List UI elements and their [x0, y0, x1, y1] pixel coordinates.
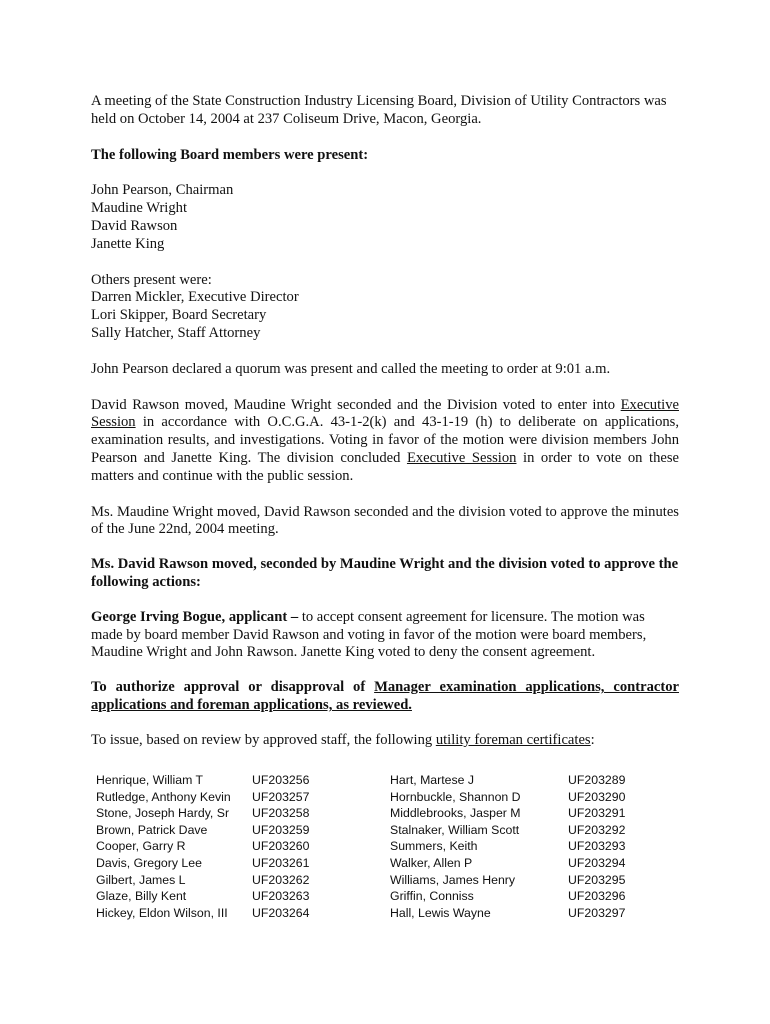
minutes-paragraph: Ms. Maudine Wright moved, David Rawson seconded and the division voted to approve the minutes of the June 22nd, 2004 meeting.: [91, 503, 679, 538]
approve-actions-heading: Ms. David Rawson moved, seconded by Maudine Wright and the division voted to approve the following actions:: [91, 556, 679, 590]
certificate-number: UF203260: [252, 839, 310, 854]
board-member: David Rawson: [91, 217, 178, 234]
certificate-holder-name: Middlebrooks, Jasper M: [390, 806, 521, 821]
document-body: [91, 93, 679, 750]
other-attendee: Darren Mickler, Executive Director: [91, 289, 299, 306]
certificate-number: UF203256: [252, 773, 310, 787]
certificate-holder-name: Stalnaker, William Scott: [390, 822, 520, 837]
certificate-holder-name: Hart, Martese J: [390, 773, 475, 787]
executive-session-paragraph: David Rawson moved, Maudine Wright seconded and the Division voted to enter into Executive Session in accordance with O.C.G.A. 43-1-2(k) and 43-1-19 (h) to deliberate on applications, examination results, and investigations. Voting in favor of the motion were division members John Pearson and Janette King. The division concluded Executive Session in order to vote on these matters and continue with the public session.: [91, 396, 679, 484]
certificate-number: UF203262: [252, 872, 310, 887]
intro-paragraph: A meeting of the State Construction Industry Licensing Board, Division of Utility Contractors was held on October 14, 2004 at 237 Coliseum Drive, Macon, Georgia.: [91, 93, 667, 127]
quorum-paragraph: John Pearson declared a quorum was present and called the meeting to order at 9:01 a.m.: [91, 360, 611, 377]
certificate-holder-name: Hall, Lewis Wayne: [390, 905, 491, 920]
certificate-number: UF203289: [568, 773, 626, 787]
authorize-underlined-text: Manager examination applications, contractor applications and foreman applications, as reviewed.: [91, 679, 679, 713]
certificate-number: UF203292: [568, 822, 626, 837]
certificate-holder-name: Gilbert, James L: [96, 872, 186, 887]
certificate-holder-name: Henrique, William T: [96, 773, 204, 787]
table-row: [96, 872, 656, 889]
certificate-holder-name: Brown, Patrick Dave: [96, 822, 208, 837]
certificate-holder-name: Walker, Allen P: [390, 855, 473, 870]
certificate-number: UF203290: [568, 789, 626, 804]
authorize-heading: To authorize approval or disapproval of Manager examination applications, contractor applications and foreman applications, as reviewed.: [91, 679, 679, 713]
certificate-number: UF203295: [568, 872, 626, 887]
applicant-name: George Irving Bogue, applicant –: [91, 608, 302, 625]
certificate-holder-name: Williams, James Henry: [390, 872, 516, 887]
certificate-holder-name: Griffin, Conniss: [390, 889, 474, 904]
board-members-heading: The following Board members were present:: [91, 146, 369, 163]
certificate-holder-name: Cooper, Garry R: [96, 839, 186, 854]
board-members-list: [91, 182, 679, 253]
issue-paragraph: To issue, based on review by approved staff, the following utility foreman certificates:: [91, 731, 595, 748]
certificate-number: UF203293: [568, 839, 626, 854]
executive-session-term: Executive Session: [91, 396, 679, 431]
certificate-roster: [96, 772, 656, 921]
certificate-number: UF203257: [252, 789, 310, 804]
certificate-holder-name: Hornbuckle, Shannon D: [390, 789, 521, 804]
certificate-number: UF203261: [252, 855, 310, 870]
certificate-holder-name: Glaze, Billy Kent: [96, 889, 187, 904]
table-row: [96, 822, 656, 839]
certificate-holder-name: Hickey, Eldon Wilson, III: [96, 905, 228, 920]
bogue-paragraph: George Irving Bogue, applicant – to accept consent agreement for licensure. The motion was made by board member David Rawson and voting in favor of the motion were board members, Maudine Wright and John Rawson. Janette King voted to deny the consent agreement.: [91, 608, 647, 661]
table-row: [96, 772, 656, 789]
certificate-number: UF203297: [568, 905, 626, 920]
others-present-list: [91, 272, 679, 343]
certificate-type-term: utility foreman certificates: [435, 731, 591, 748]
certificate-number: UF203259: [252, 822, 310, 837]
other-attendee: Lori Skipper, Board Secretary: [91, 307, 267, 324]
table-row: [96, 805, 656, 822]
other-attendee: Sally Hatcher, Staff Attorney: [91, 324, 261, 341]
executive-session-term: Executive Session: [406, 449, 517, 466]
table-row: [96, 789, 656, 806]
table-row: [96, 838, 656, 855]
certificate-number: UF203258: [252, 806, 310, 821]
board-member: Janette King: [91, 235, 165, 252]
table-row: [96, 888, 656, 905]
certificate-number: UF203263: [252, 889, 310, 904]
certificate-holder-name: Davis, Gregory Lee: [96, 855, 202, 870]
table-row: [96, 855, 656, 872]
certificate-number: UF203296: [568, 889, 626, 904]
others-heading: Others present were:: [91, 271, 212, 288]
board-member: Maudine Wright: [91, 200, 188, 217]
board-member: John Pearson, Chairman: [91, 182, 234, 199]
certificate-number: UF203264: [252, 905, 310, 920]
certificate-holder-name: Stone, Joseph Hardy, Sr: [96, 806, 230, 821]
certificate-number: UF203291: [568, 806, 626, 821]
table-row: [96, 905, 656, 922]
certificate-number: UF203294: [568, 855, 626, 870]
certificate-holder-name: Rutledge, Anthony Kevin: [96, 789, 231, 804]
certificate-holder-name: Summers, Keith: [390, 839, 478, 854]
